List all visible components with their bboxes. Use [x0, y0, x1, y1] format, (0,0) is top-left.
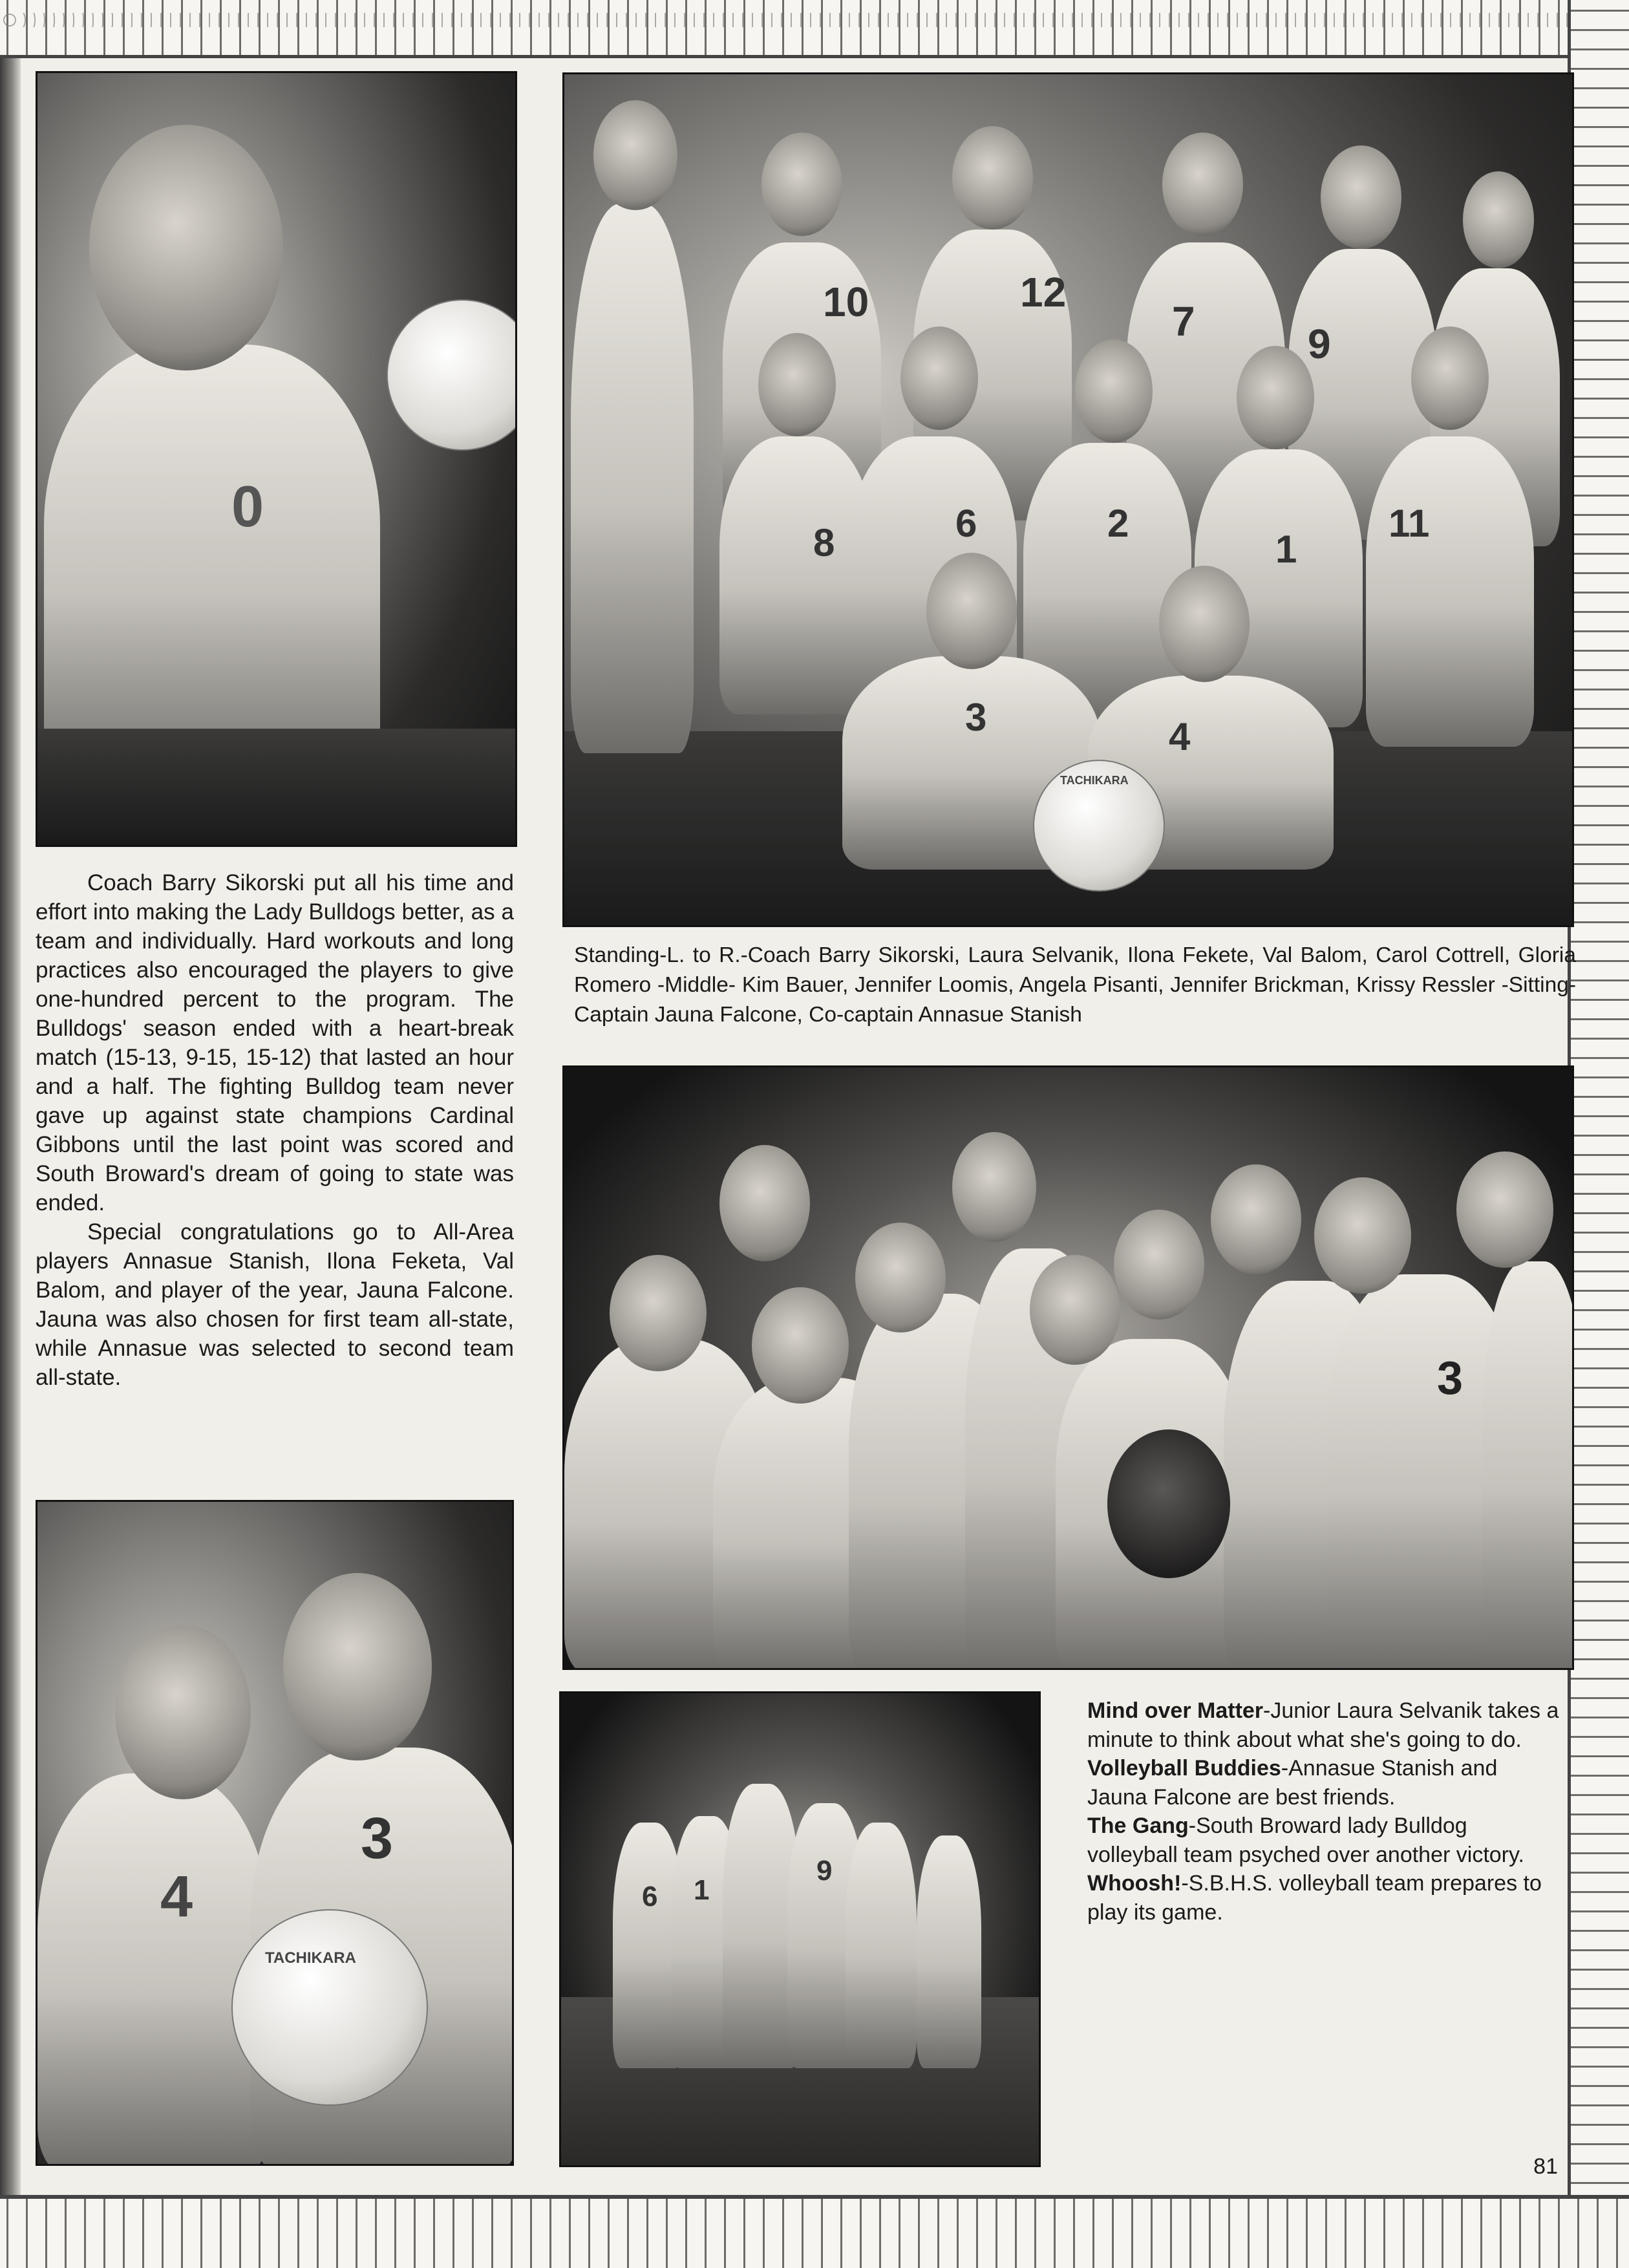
- jersey-number: 3: [965, 696, 987, 739]
- page-number: [1519, 2154, 1558, 2179]
- jersey-number: 3: [1437, 1353, 1464, 1404]
- jersey-number: 7: [1172, 298, 1195, 345]
- article-paragraph: Coach Barry Sikorski put all his time and effort into making the Lady Bulldogs better, as a team and individually. Hard workouts and long practices also encouraged the players to give one-hundred percent to the program. The Bulldogs' season ended with a heart-break match (15-13, 9-15, 15-12) that lasted an hour and a half. The fighting Bulldog team never gave up against state champions Cardinal Gibbons until the last point was scored and South Broward's dream of going to state was ended.: [36, 870, 514, 1215]
- photo-mind-over-matter: [36, 71, 517, 847]
- caption-whoosh: [1087, 1869, 1562, 1927]
- article-body: [36, 868, 514, 1392]
- caption-title: Mind over Matter: [1087, 1698, 1264, 1723]
- caption-text: -South Broward lady Bulldog volleyball team psyched over another victory.: [1087, 1813, 1524, 1867]
- caption-text: -Annasue Stanish and Jauna Falcone are best friends.: [1087, 1756, 1498, 1810]
- ball-brand-text: TACHIKARA: [1060, 774, 1129, 787]
- jersey-number: 8: [813, 521, 835, 564]
- jersey-number: 11: [1389, 502, 1430, 545]
- jersey-number: 9: [816, 1855, 833, 1887]
- jersey-number: 1: [1275, 528, 1297, 571]
- team-photo-caption-text: Standing-L. to R.-Coach Barry Sikorski, Laura Selvanik, Ilona Fekete, Val Balom, Carol Cottrell, Gloria Romero -Middle- Kim Bauer, Jennifer Loomis, Angela Pisanti, Jennifer Brickman, Krissy Ressler -Sitting- Captain Jauna Falcone, Co-captain Annasue Stanish: [574, 943, 1576, 1027]
- photo-volleyball-buddies: [36, 1500, 514, 2166]
- photo-the-gang: [562, 1065, 1574, 1670]
- jersey-number: 10: [823, 279, 869, 325]
- jersey-number: 1: [694, 1874, 710, 1906]
- jersey-number: 2: [1107, 502, 1129, 545]
- caption-title: Whoosh!: [1087, 1871, 1182, 1896]
- decorative-border-bottom: [0, 2195, 1629, 2268]
- caption-title: Volleyball Buddies: [1087, 1756, 1281, 1781]
- caption-text: -S.B.H.S. volleyball team prepares to play its game.: [1087, 1871, 1542, 1925]
- jersey-number: 6: [955, 502, 977, 545]
- jersey-number: 0: [231, 475, 264, 539]
- team-photo-caption: [574, 941, 1576, 1030]
- photo-whoosh: [559, 1691, 1041, 2167]
- jersey-number: 3: [361, 1806, 394, 1871]
- photo-captions: [1087, 1696, 1562, 1927]
- photo-team: [562, 72, 1574, 927]
- caption-volleyball-buddies: [1087, 1754, 1562, 1812]
- book-binding-shadow: [0, 0, 21, 2268]
- caption-text: -Junior Laura Selvanik takes a minute to think about what she's going to do.: [1087, 1698, 1559, 1752]
- decorative-border-right: [1568, 0, 1629, 2268]
- jersey-number: 6: [642, 1881, 658, 1912]
- article-paragraph: Special congratulations go to All-Area players Annasue Stanish, Ilona Feketa, Val Balom, and player of the year, Jauna Falcone. Jauna was also chosen for first team all-state, while Annasue was selected to second team all-state.: [36, 1219, 514, 1390]
- page-number-text: 81: [1533, 2154, 1558, 2179]
- caption-mind-over-matter: [1087, 1696, 1562, 1754]
- ball-brand-text: TACHIKARA: [265, 1949, 356, 1967]
- caption-the-gang: [1087, 1812, 1562, 1869]
- jersey-number: 4: [160, 1865, 193, 1929]
- jersey-number: 12: [1020, 269, 1067, 316]
- decorative-border-top: [0, 0, 1629, 58]
- caption-title: The Gang: [1087, 1813, 1189, 1838]
- jersey-number: 4: [1169, 715, 1191, 758]
- jersey-number: 9: [1308, 321, 1331, 367]
